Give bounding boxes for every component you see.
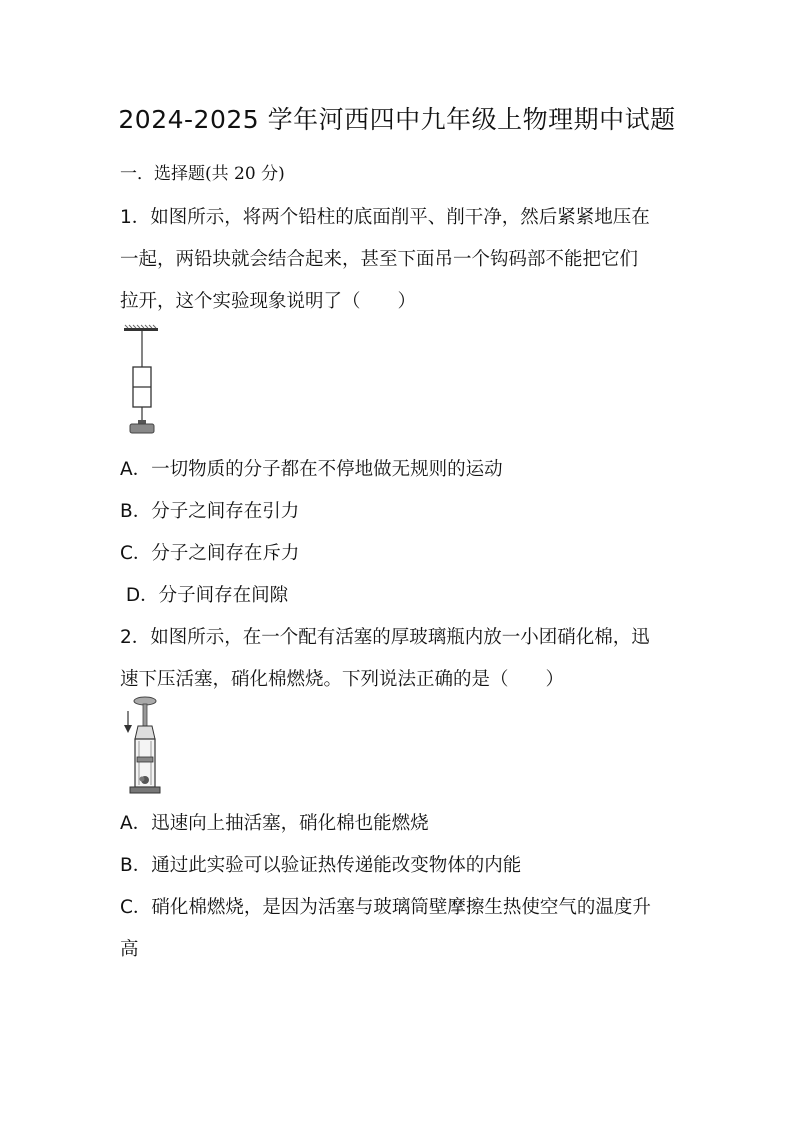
q2-stem-line-1: 2．如图所示，在一个配有活塞的厚玻璃瓶内放一小团硝化棉，迅: [120, 627, 650, 648]
q2-option-b: B．通过此实验可以验证热传递能改变物体的内能: [120, 855, 522, 876]
q1-option-a: A．一切物质的分子都在不停地做无规则的运动: [120, 459, 503, 480]
q1-option-d: D．分子间存在间隙: [120, 585, 289, 606]
lead-cylinders-figure: [118, 324, 168, 438]
q2-option-a: A．迅速向上抽活塞，硝化棉也能燃烧: [120, 813, 429, 834]
q1-option-c: C．分子之间存在斥力: [120, 543, 300, 564]
q2-option-c-line-2: 高: [120, 939, 139, 960]
q1-stem-line-2: 一起，两铅块就会结合起来，甚至下面吊一个钩码部不能把它们: [120, 249, 639, 270]
piston-cylinder-figure: [120, 695, 170, 797]
section-heading: 一．选择题(共 20 分): [120, 164, 285, 184]
page-title: 2024-2025 学年河西四中九年级上物理期中试题: [118, 105, 676, 134]
q1-stem-line-3: 拉开，这个实验现象说明了（ ）: [120, 291, 417, 312]
q1-stem-line-1: 1．如图所示，将两个铅柱的底面削平、削干净，然后紧紧地压在: [120, 207, 650, 228]
q2-option-c-line-1: C．硝化棉燃烧，是因为活塞与玻璃筒壁摩擦生热使空气的温度升: [120, 897, 651, 918]
q1-option-b: B．分子之间存在引力: [120, 501, 300, 522]
q2-stem-line-2: 速下压活塞，硝化棉燃烧。下列说法正确的是（ ）: [120, 669, 565, 690]
